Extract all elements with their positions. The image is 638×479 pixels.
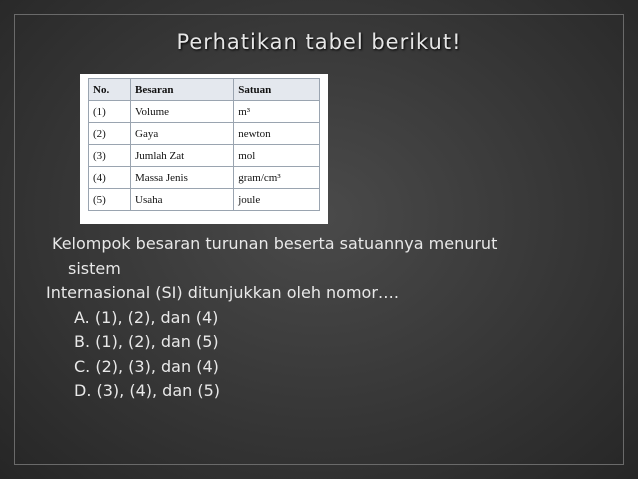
table-row (89, 123, 320, 145)
slide-title: Perhatikan tabel berikut! (176, 30, 462, 54)
cell-satuan: mol (234, 145, 320, 167)
header-besaran: Besaran (131, 79, 234, 101)
cell-no: (4) (89, 167, 131, 189)
cell-no: (1) (89, 101, 131, 123)
option-d: D. (3), (4), dan (5) (74, 381, 221, 400)
option-a: A. (1), (2), dan (4) (74, 307, 219, 327)
cell-besaran: Massa Jenis (131, 167, 234, 189)
cell-no: (2) (89, 123, 131, 145)
answer-options (52, 306, 612, 404)
question-line-3: Internasional (SI) ditunjukkan oleh nomor…. (46, 283, 400, 302)
question-block (46, 232, 612, 404)
option-b: B. (1), (2), dan (5) (74, 332, 219, 351)
cell-besaran: Gaya (131, 123, 234, 145)
cell-besaran: Usaha (131, 189, 234, 211)
option-c: C. (2), (3), dan (4) (74, 356, 219, 376)
cell-no: (5) (89, 189, 131, 211)
cell-besaran: Volume (131, 101, 234, 123)
question-line-2: sistem (68, 258, 121, 278)
header-satuan: Satuan (234, 79, 320, 101)
header-no: No. (89, 79, 131, 101)
quantity-table (88, 78, 320, 211)
question-line-1: Kelompok besaran turunan beserta satuannya menurut (52, 234, 498, 253)
cell-no: (3) (89, 145, 131, 167)
cell-satuan: newton (234, 123, 320, 145)
cell-satuan: joule (234, 189, 320, 211)
table-row (89, 167, 320, 189)
table-row (89, 145, 320, 167)
table-row (89, 101, 320, 123)
cell-besaran: Jumlah Zat (131, 145, 234, 167)
cell-satuan: m³ (234, 101, 320, 123)
table-row (89, 189, 320, 211)
quantity-table-image (80, 74, 328, 224)
cell-satuan: gram/cm³ (234, 167, 320, 189)
table-header-row (89, 79, 320, 101)
